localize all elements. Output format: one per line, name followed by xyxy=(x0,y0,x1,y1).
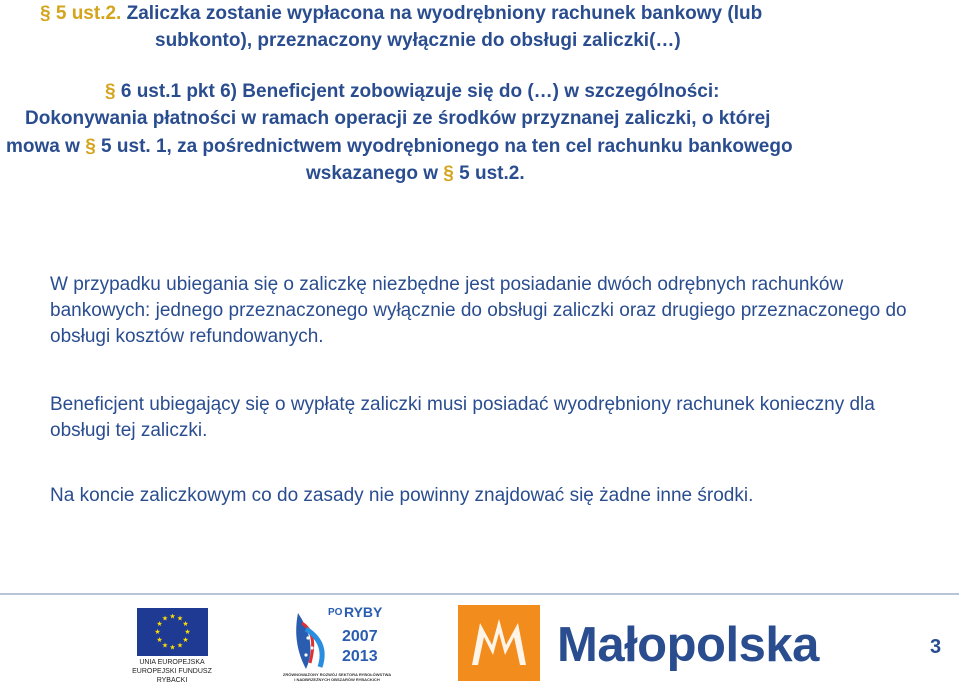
section-symbol: § xyxy=(40,3,51,24)
eu-flag-logo xyxy=(137,608,208,656)
heading2-line4-ref: 5 ust.2. xyxy=(459,163,525,184)
heading2-line4 xyxy=(306,160,525,187)
footer-divider xyxy=(0,593,959,595)
malopolska-wordmark: Małopolska xyxy=(557,618,819,672)
eu-text-line: RYBACKI xyxy=(156,677,188,684)
po-ryby-caption: ZRÓWNOWAŻONY ROZWÓJ SEKTORA RYBOŁÓWSTWA I NADBRZEŻNYCH OBSZARÓW RYBACKICH xyxy=(282,672,392,682)
section-symbol: § xyxy=(85,136,96,157)
heading1-line1: Zaliczka zostanie wypłacona na wyodrębniony rachunek bankowy (lub xyxy=(126,3,763,24)
svg-text:★: ★ xyxy=(169,643,176,652)
paragraph-separate-account: Beneficjent ubiegający się o wypłatę zaliczki musi posiadać wyodrębniony rachunek konieczny dla obsługi tej zaliczki. xyxy=(50,394,875,441)
svg-text:★: ★ xyxy=(176,641,184,650)
section-symbol: § xyxy=(443,163,454,184)
heading2-line4-pre: wskazanego w xyxy=(306,163,438,184)
paragraph-two-accounts: W przypadku ubiegania się o zaliczkę niezbędne jest posiadanie dwóch odrębnych rachunków bankowych: jednego przeznaczonego wyłącznie do obsługi zaliczki oraz drugiego przeznaczonego do obsługi kosztów refundowanych. xyxy=(50,274,907,347)
eu-text-line: UNIA EUROPEJSKA xyxy=(139,659,205,666)
page-number: 3 xyxy=(930,636,942,658)
svg-text:★: ★ xyxy=(156,620,163,628)
svg-text:★: ★ xyxy=(169,612,176,621)
eu-text-line: EUROPEJSKI FUNDUSZ xyxy=(132,668,212,675)
ryby-text: RYBY xyxy=(344,604,383,620)
po-ryby-logo xyxy=(288,603,398,675)
heading1-line2: subkonto), przeznaczony wyłącznie do obsługi zaliczki(…) xyxy=(155,30,681,51)
heading2-line2: Dokonywania płatności w ramach operacji ze środków przyznanej zaliczki, o której xyxy=(25,108,771,129)
svg-text:★: ★ xyxy=(161,641,169,650)
heading2-line3-ref: 5 ust. 1, xyxy=(101,136,172,157)
heading2-line3 xyxy=(6,133,793,160)
heading2-ref: 6 ust.1 pkt 6) xyxy=(120,81,238,102)
eu-stars-icon xyxy=(137,608,208,656)
heading2-line3-rest: za pośrednictwem wyodrębnionego na ten cel rachunku bankowego xyxy=(177,136,793,157)
paragraph-no-other-funds: Na koncie zaliczkowym co do zasady nie powinny znajdować się żadne inne środki. xyxy=(50,485,754,506)
heading1-ref: 5 ust.2. xyxy=(55,3,122,24)
year-start: 2007 xyxy=(342,628,378,645)
section-symbol: § xyxy=(105,81,116,102)
malopolska-emblem-icon xyxy=(458,605,540,681)
svg-text:★: ★ xyxy=(182,636,189,644)
heading2-line3-pre: mowa w xyxy=(6,136,80,157)
svg-text:★: ★ xyxy=(161,614,169,623)
po-text: PO xyxy=(328,607,343,618)
svg-text:★: ★ xyxy=(184,628,191,636)
year-end: 2013 xyxy=(342,648,378,665)
svg-text:★: ★ xyxy=(176,614,184,623)
heading-5-ust-2 xyxy=(40,0,762,27)
heading2-line1-rest: Beneficjent zobowiązuje się do (…) w szczególności: xyxy=(242,81,720,102)
svg-text:★: ★ xyxy=(182,620,189,628)
eu-fund-caption xyxy=(112,658,232,685)
svg-text:★: ★ xyxy=(156,636,163,644)
svg-text:★: ★ xyxy=(154,628,161,636)
po-ryby-wave-icon xyxy=(296,613,310,669)
heading-6-ust-1 xyxy=(105,78,719,105)
